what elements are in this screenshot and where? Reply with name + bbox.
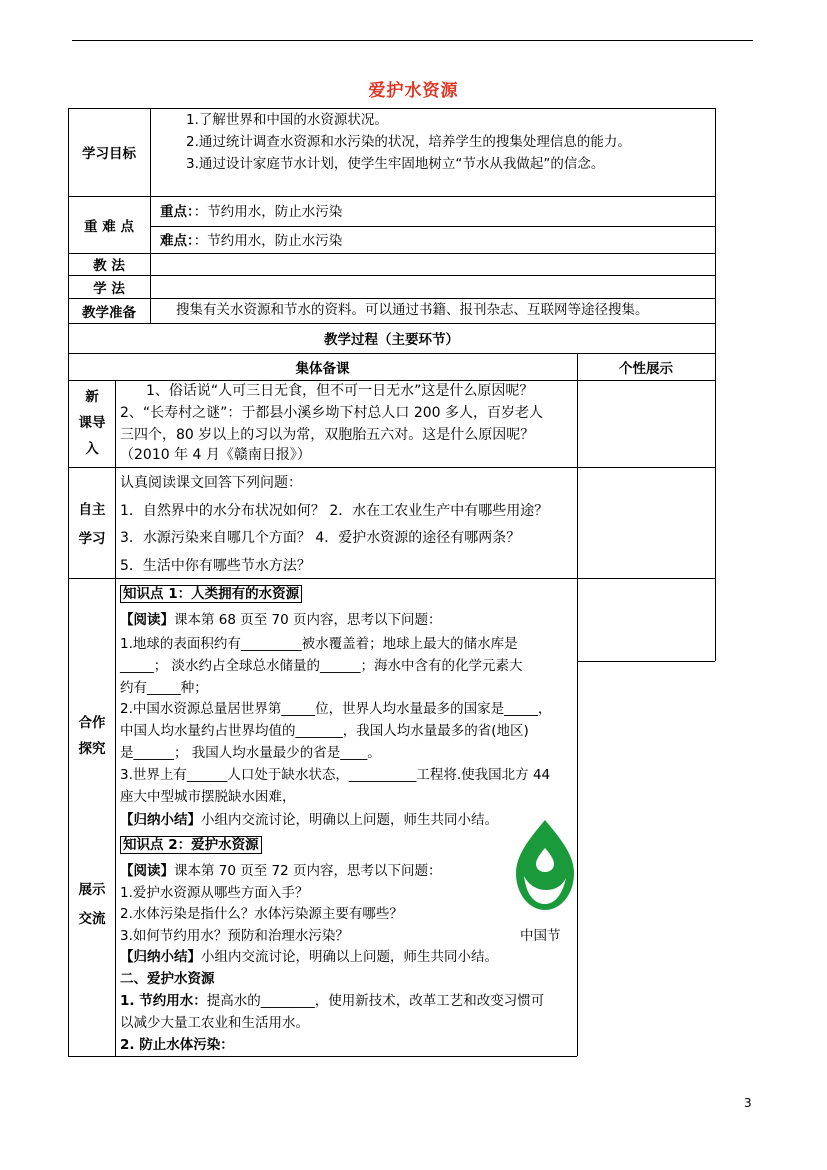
goal-item-2: 2.通过统计调查水资源和水污染的状况，培养学生的搜集处理信息的能力。 xyxy=(186,134,631,150)
group-prep-header: 集体备课 xyxy=(295,360,350,377)
k2-line-1: 1.爱护水资源从哪些方面入手？ xyxy=(120,885,309,901)
k1-title-text: 知识点 1：人类拥有的水资源 xyxy=(120,585,302,603)
learn-method-label: 学 法 xyxy=(93,280,125,297)
k2-summary-tag: 【归纳小结】 xyxy=(120,949,201,965)
goal-item-1: 1.了解世界和中国的水资源状况。 xyxy=(186,112,388,128)
goals-label: 学习目标 xyxy=(82,146,136,162)
k1-read-text: 课本第 68 页至 70 页内容，思考以下问题： xyxy=(174,612,442,628)
focus-label: 重 难 点 xyxy=(84,218,134,235)
k1-line-3: 约有_____种； xyxy=(120,680,208,696)
k2-title xyxy=(120,835,262,855)
section-two-title: 二、爱护水资源 xyxy=(120,971,215,987)
hard-point xyxy=(160,231,342,251)
intro-label xyxy=(72,384,112,462)
save-water-text: 提高水的________，使用新技术，改革工艺和改变习惯可 xyxy=(206,993,545,1009)
save-water-label: 1. 节约用水： xyxy=(120,993,207,1009)
k1-summary xyxy=(120,810,498,830)
k1-line-7: 3.世界上有______人口处于缺水状态，__________工程将.使我国北方 44 xyxy=(120,767,551,783)
k2-summary xyxy=(120,947,498,967)
k2-read xyxy=(120,861,442,881)
intro-line-3: 三四个，80 岁以上的习以为常，双胞胎五六对。这是什么原因呢？ xyxy=(120,427,535,443)
prep-label: 教学准备 xyxy=(82,304,136,321)
coop-label-1: 合作 xyxy=(78,715,106,731)
save-water xyxy=(120,991,544,1011)
intro-label-2: 课导 xyxy=(78,415,106,431)
intro-label-3: 入 xyxy=(85,441,99,457)
hard-point-text: ：节约用水，防止水污染 xyxy=(193,233,343,249)
self-study-line-2: 1．自然界中的水分布状况如何？ 2．水在工农业生产中有哪些用途？ xyxy=(120,503,549,519)
prevent-pollution-label: 2. 防止水体污染： xyxy=(120,1037,234,1053)
k1-line-1: 1.地球的表面积约有_________被水覆盖着；地球上最大的储水库是 xyxy=(120,636,518,652)
key-point-label: 重点： xyxy=(160,204,194,220)
key-point-text: ：节约用水，防止水污染 xyxy=(193,204,343,220)
prep-text: 搜集有关水资源和节水的资料。可以通过书籍、报刊杂志、互联网等途径搜集。 xyxy=(176,302,649,318)
k1-line-8: 座大中型城市摆脱缺水困难， xyxy=(120,789,296,805)
page-number: 3 xyxy=(744,1096,752,1110)
key-point xyxy=(160,202,342,222)
process-header: 教学过程（主要环节） xyxy=(324,332,459,348)
display-label-1: 展示 xyxy=(78,882,106,898)
personal-header: 个性展示 xyxy=(619,360,673,377)
self-study-label-2: 学习 xyxy=(78,531,106,547)
page-title: 爱护水资源 xyxy=(368,81,459,101)
self-study-line-1: 认真阅读课文回答下列问题： xyxy=(120,475,302,491)
coop-label-2: 探究 xyxy=(78,741,106,757)
hard-point-label: 难点： xyxy=(160,233,194,249)
self-study-line-3: 3．水源污染来自哪几个方面？ 4．爱护水资源的途径有哪两条？ xyxy=(120,530,521,546)
save-water-cont: 以减少大量工农业和生活用水。 xyxy=(120,1015,309,1031)
k2-summary-text: 小组内交流讨论，明确以上问题，师生共同小结。 xyxy=(201,949,498,965)
k1-line-2: _____； 淡水约占全球总水储量的______；海水中含有的化学元素大 xyxy=(120,658,523,674)
header-rule xyxy=(72,40,753,41)
intro-label-1: 新 xyxy=(85,389,99,405)
self-study-line-4: 5．生活中你有哪些节水方法？ xyxy=(120,558,311,574)
k2-title-text: 知识点 2：爱护水资源 xyxy=(120,836,262,854)
logo-caption: 中国节 xyxy=(520,928,561,944)
k2-line-3: 3.如何节约用水？预防和治理水污染？ xyxy=(120,928,349,944)
coop-label xyxy=(72,710,112,762)
self-study-label xyxy=(72,496,112,554)
k2-read-tag: 【阅读】 xyxy=(120,863,174,879)
intro-line-2: 2、“长寿村之谜”：于都县小溪乡坳下村总人口 200 多人，百岁老人 xyxy=(120,405,544,421)
k1-line-4: 2.中国水资源总量居世界第_____位，世界人均水量最多的国家是_____， xyxy=(120,701,552,717)
k1-title xyxy=(120,584,302,604)
water-saving-logo-icon xyxy=(514,818,576,914)
intro-line-4: （2010 年 4 月《赣南日报》） xyxy=(120,447,311,463)
intro-line-1: 1、俗话说“人可三日无食，但不可一日无水”这是什么原因呢？ xyxy=(146,383,534,399)
self-study-label-1: 自主 xyxy=(78,502,106,518)
k1-line-5: 中国人均水量约占世界均值的_______，我国人均水量最多的省(地区) xyxy=(120,723,529,739)
k2-line-2: 2.水体污染是指什么？水体污染源主要有哪些？ xyxy=(120,906,403,922)
teach-method-label: 教 法 xyxy=(93,258,125,274)
k1-line-6: 是______； 我国人均水量最少的省是____。 xyxy=(120,745,381,761)
display-label-2: 交流 xyxy=(78,911,106,927)
k2-read-text: 课本第 70 页至 72 页内容，思考以下问题： xyxy=(174,863,442,879)
display-label xyxy=(72,876,112,934)
goal-item-3: 3.通过设计家庭节水计划，使学生牢固地树立“节水从我做起”的信念。 xyxy=(186,156,605,172)
k1-summary-text: 小组内交流讨论，明确以上问题，师生共同小结。 xyxy=(201,812,498,828)
k1-summary-tag: 【归纳小结】 xyxy=(120,812,201,828)
k1-read-tag: 【阅读】 xyxy=(120,612,174,628)
k1-read xyxy=(120,610,442,630)
